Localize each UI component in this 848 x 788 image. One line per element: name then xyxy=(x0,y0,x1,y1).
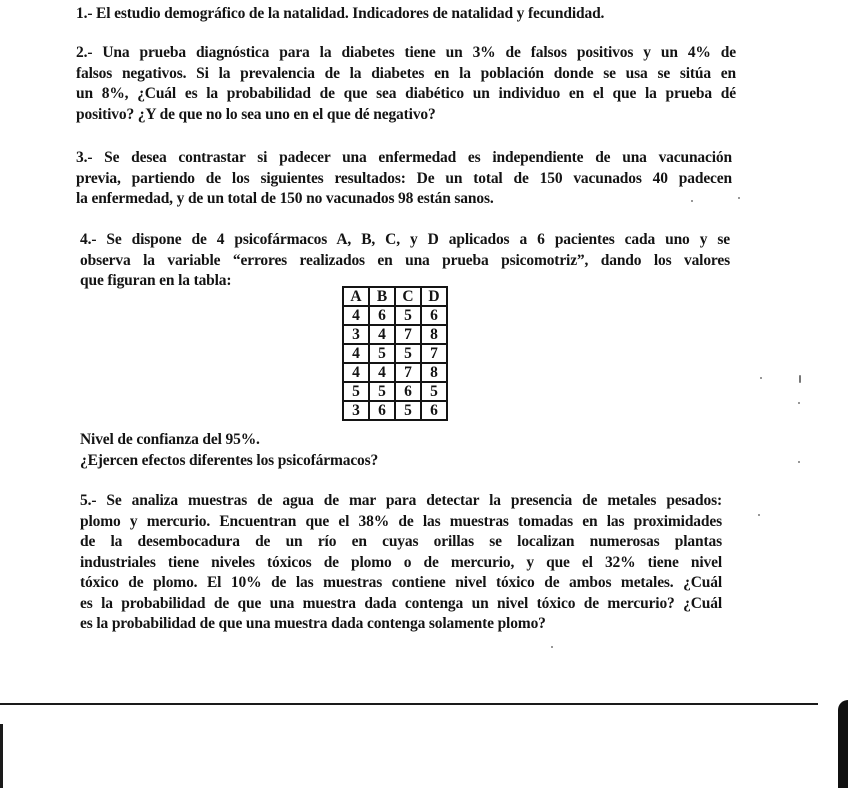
scan-speck xyxy=(691,200,693,202)
table-cell: 8 xyxy=(421,363,447,382)
table-cell: 4 xyxy=(369,325,395,344)
question-5 xyxy=(80,491,722,635)
table-cell: 5 xyxy=(369,344,395,363)
question-3-line: la enfermedad, y de un total de 150 no vacunados 98 están sanos. xyxy=(76,190,494,207)
table-cell: 5 xyxy=(421,382,447,401)
question-5-line: tóxico de plomo. El 10% de las muestras contiene nivel tóxico de ambos metales. ¿Cuál xyxy=(80,574,722,591)
question-5-line: 5.- Se analiza muestras de agua de mar para detectar la presencia de metales pesados: xyxy=(80,492,722,509)
scan-speck xyxy=(760,377,762,379)
scan-right-edge xyxy=(838,700,848,788)
question-5-line: industriales tiene niveles tóxicos de plomo o de mercurio, y que el 32% tiene nivel xyxy=(80,553,722,571)
table-row xyxy=(343,363,447,382)
table-cell: 6 xyxy=(369,306,395,325)
table-cell: 5 xyxy=(395,344,421,363)
scan-speck xyxy=(738,197,740,199)
question-4-line: 4.- Se dispone de 4 psicofármacos A, B, C, y D aplicados a 6 pacientes cada uno y se xyxy=(80,231,730,248)
table-cell: 7 xyxy=(395,363,421,382)
table-cell: 4 xyxy=(343,306,369,325)
table-cell: 4 xyxy=(343,363,369,382)
table-cell: 5 xyxy=(395,306,421,325)
column-header: B xyxy=(369,287,395,306)
table-row xyxy=(343,401,447,420)
question-1-line: 1.- El estudio demográfico de la natalidad. Indicadores de natalidad y fecundidad. xyxy=(76,5,605,22)
scan-speck xyxy=(798,402,800,404)
scan-speck xyxy=(798,461,800,463)
table-header-row xyxy=(343,287,447,306)
question-3-line: previa, partiendo de los siguientes resultados: De un total de 150 vacunados 40 padecen xyxy=(76,169,732,187)
question-4-line: observa la variable “errores realizados en una prueba psicomotriz”, dando los valores xyxy=(80,251,730,269)
question-4 xyxy=(80,230,730,292)
question-5-line: de la desembocadura de un río en cuyas orillas se localizan numerosas plantas xyxy=(80,533,722,550)
table-row xyxy=(343,344,447,363)
question-3 xyxy=(76,148,732,210)
question-4-prompt xyxy=(80,430,378,471)
scan-speck xyxy=(551,646,553,648)
question-2-line: falsos negativos. Si la prevalencia de la diabetes en la población donde se usa se sitúa en xyxy=(76,64,736,82)
footer-rule xyxy=(0,703,818,705)
column-header: D xyxy=(421,287,447,306)
table-row xyxy=(343,306,447,325)
table-cell: 5 xyxy=(369,382,395,401)
question-5-line: es la probabilidad de que una muestra dada contenga solamente plomo? xyxy=(80,615,546,632)
table-cell: 5 xyxy=(343,382,369,401)
scan-speck xyxy=(758,514,760,516)
question-5-line: plomo y mercurio. Encuentran que el 38% de las muestras tomadas en las proximidades xyxy=(80,512,722,530)
column-header: C xyxy=(395,287,421,306)
scan-left-edge xyxy=(0,724,3,788)
table-cell: 6 xyxy=(421,306,447,325)
question-3-line: 3.- Se desea contrastar si padecer una enfermedad es independiente de una vacunación xyxy=(76,149,732,166)
question-4-line: que figuran en la tabla: xyxy=(80,272,232,289)
table-cell: 6 xyxy=(421,401,447,420)
confidence-level: Nivel de confianza del 95%. xyxy=(80,431,260,448)
question-2-line: un 8%, ¿Cuál es la probabilidad de que sea diabético un individuo en el que la prueba dé xyxy=(76,85,736,102)
psychodrug-table xyxy=(342,286,448,421)
table-cell: 3 xyxy=(343,325,369,344)
table-row xyxy=(343,382,447,401)
table-cell: 7 xyxy=(421,344,447,363)
table-cell: 8 xyxy=(421,325,447,344)
question-5-line: es la probabilidad de que una muestra dada contenga un nivel tóxico de mercurio? ¿Cuál xyxy=(80,594,722,612)
table-row xyxy=(343,325,447,344)
scan-speck xyxy=(799,375,801,383)
table-cell: 4 xyxy=(343,344,369,363)
question-2-line: positivo? ¿Y de que no lo sea uno en el que dé negativo? xyxy=(76,105,436,123)
question-4-ask: ¿Ejercen efectos diferentes los psicofármacos? xyxy=(80,451,379,469)
table-cell: 6 xyxy=(369,401,395,420)
question-2 xyxy=(76,43,736,125)
table-cell: 7 xyxy=(395,325,421,344)
table-cell: 4 xyxy=(369,363,395,382)
table-cell: 3 xyxy=(343,401,369,420)
table-cell: 5 xyxy=(395,401,421,420)
table-cell: 6 xyxy=(395,382,421,401)
question-2-line: 2.- Una prueba diagnóstica para la diabetes tiene un 3% de falsos positivos y un 4% de xyxy=(76,44,736,61)
column-header: A xyxy=(343,287,369,306)
question-1 xyxy=(76,4,604,25)
